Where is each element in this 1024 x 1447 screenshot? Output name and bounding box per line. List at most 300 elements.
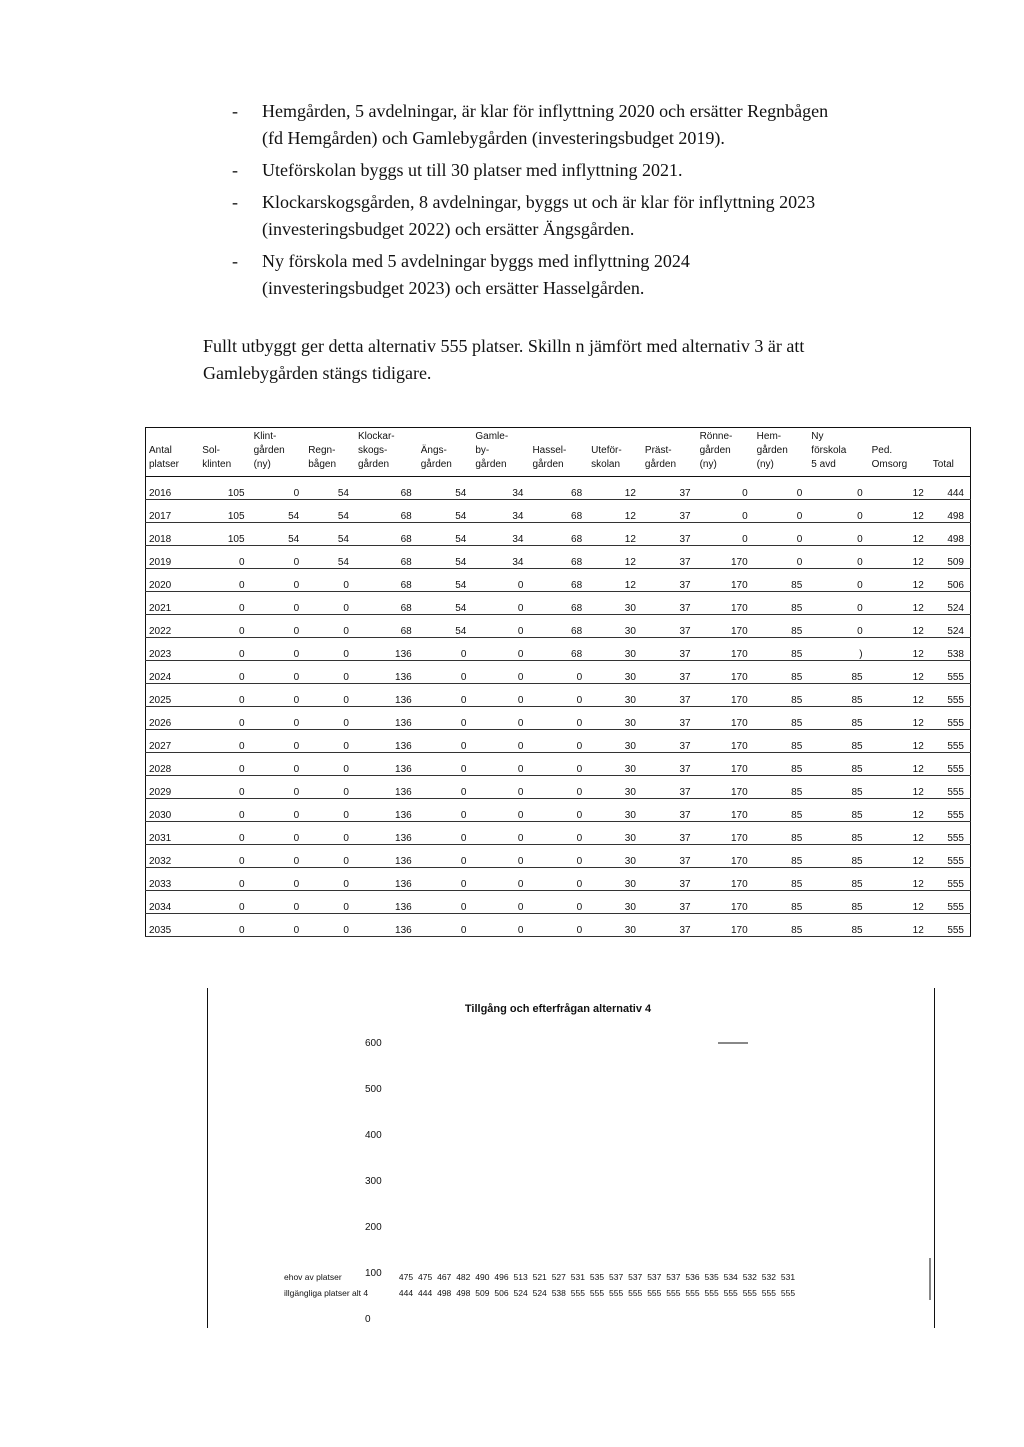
- table-cell: 0: [529, 845, 588, 868]
- table-cell: 0: [199, 615, 250, 638]
- table-cell: 0: [251, 569, 306, 592]
- table-cell: 12: [588, 546, 642, 569]
- table-cell: 12: [869, 753, 930, 776]
- table-row: [146, 615, 971, 638]
- table-cell: 85: [754, 868, 809, 891]
- column-header-line: (ny): [756, 459, 774, 470]
- table-cell: 0: [305, 569, 355, 592]
- table-cell: 0: [251, 592, 306, 615]
- column-header-line: (ny): [699, 459, 717, 470]
- table-cell: 37: [642, 730, 697, 753]
- table-cell: 0: [199, 868, 250, 891]
- data-value: 537: [647, 1272, 662, 1282]
- table-cell: 85: [754, 753, 809, 776]
- table-cell: 555: [930, 914, 971, 937]
- table-row: [146, 500, 971, 523]
- table-cell: 0: [305, 753, 355, 776]
- table-cell: 0: [472, 822, 529, 845]
- data-value: 496: [494, 1272, 509, 1282]
- table-cell: 0: [472, 776, 529, 799]
- table-cell: 136: [355, 638, 418, 661]
- column-header: [642, 428, 697, 477]
- table-cell: 12: [869, 868, 930, 891]
- table-cell: 37: [642, 546, 697, 569]
- table-cell: 0: [251, 776, 306, 799]
- table-cell: 136: [355, 684, 418, 707]
- data-value: 555: [628, 1288, 643, 1298]
- data-value: 513: [513, 1272, 528, 1282]
- data-value: 534: [723, 1272, 738, 1282]
- table-cell: 0: [199, 730, 250, 753]
- table-row: [146, 914, 971, 937]
- table-cell: 68: [355, 569, 418, 592]
- table-cell: 498: [930, 500, 971, 523]
- table-cell: 0: [529, 661, 588, 684]
- data-value: 555: [666, 1288, 681, 1298]
- year-cell: 2021: [146, 592, 200, 615]
- table-cell: 136: [355, 730, 418, 753]
- table-cell: 0: [529, 776, 588, 799]
- column-header-line: Uteför-: [591, 445, 622, 456]
- table-cell: 0: [754, 477, 809, 500]
- column-header: [588, 428, 642, 477]
- chart-title: Tillgång och efterfrågan alternativ 4: [464, 1003, 652, 1015]
- table-cell: 85: [754, 776, 809, 799]
- table-cell: 37: [642, 684, 697, 707]
- column-header-line: skolan: [591, 459, 621, 470]
- table-cell: 68: [355, 546, 418, 569]
- bullet-text: Uteförskolan byggs ut till 30 platser med inflyttning 2021.: [262, 160, 683, 180]
- bullet-item: [232, 157, 832, 184]
- year-cell: 2028: [146, 753, 200, 776]
- y-tick-label: 100: [365, 1268, 382, 1279]
- year-cell: 2018: [146, 523, 200, 546]
- bullet-item: [232, 248, 832, 302]
- table-cell: 136: [355, 845, 418, 868]
- column-header-line: gården: [644, 459, 677, 470]
- table-cell: 54: [251, 523, 306, 546]
- table-cell: 0: [808, 615, 868, 638]
- table-cell: 0: [418, 684, 473, 707]
- column-header-line: Ängs-: [420, 445, 447, 456]
- table-cell: 12: [869, 500, 930, 523]
- table-cell: 0: [418, 845, 473, 868]
- table-cell: 68: [355, 477, 418, 500]
- table-cell: 0: [529, 868, 588, 891]
- table-cell: 0: [199, 684, 250, 707]
- data-value: 537: [666, 1272, 681, 1282]
- table-cell: 555: [930, 684, 971, 707]
- table-cell: 170: [697, 868, 754, 891]
- table-cell: 54: [305, 500, 355, 523]
- table-cell: 170: [697, 914, 754, 937]
- table-cell: 170: [697, 776, 754, 799]
- column-header-line: gården: [532, 459, 564, 470]
- table-cell: 85: [754, 914, 809, 937]
- column-header-line: klinten: [202, 459, 232, 470]
- table-cell: 30: [588, 799, 642, 822]
- table-cell: 30: [588, 615, 642, 638]
- data-value: 498: [456, 1288, 471, 1298]
- table-cell: 12: [588, 500, 642, 523]
- year-cell: 2025: [146, 684, 200, 707]
- column-header: [472, 428, 529, 477]
- table-cell: 0: [251, 638, 306, 661]
- year-cell: 2027: [146, 730, 200, 753]
- table-cell: 12: [869, 776, 930, 799]
- table-cell: 85: [754, 730, 809, 753]
- data-value: 444: [418, 1288, 433, 1298]
- table-row: [146, 592, 971, 615]
- year-cell: 2022: [146, 615, 200, 638]
- column-header: [251, 428, 306, 477]
- table-cell: 12: [869, 707, 930, 730]
- data-value: 527: [551, 1272, 566, 1282]
- column-header-line: Ny: [811, 431, 824, 442]
- y-tick-label: 500: [365, 1084, 382, 1095]
- y-tick-label: 400: [365, 1130, 382, 1141]
- column-header: [355, 428, 418, 477]
- table-cell: 68: [529, 523, 588, 546]
- table-cell: 68: [355, 523, 418, 546]
- table-cell: 0: [251, 891, 306, 914]
- data-value: 536: [685, 1272, 700, 1282]
- table-cell: 0: [472, 661, 529, 684]
- table-cell: 54: [305, 523, 355, 546]
- column-header-line: gården: [756, 445, 788, 456]
- table-cell: 30: [588, 753, 642, 776]
- table-cell: 12: [588, 523, 642, 546]
- table-cell: 170: [697, 730, 754, 753]
- data-value: 555: [704, 1288, 719, 1298]
- table-cell: 136: [355, 868, 418, 891]
- table-cell: 12: [869, 638, 930, 661]
- table-cell: 34: [472, 500, 529, 523]
- data-value: 555: [685, 1288, 700, 1298]
- bullet-dash: -: [232, 192, 238, 212]
- table-row: [146, 523, 971, 546]
- table-cell: 30: [588, 845, 642, 868]
- column-header-line: Sol-: [202, 445, 221, 456]
- table-cell: 30: [588, 891, 642, 914]
- table-cell: 12: [869, 684, 930, 707]
- data-value: 555: [723, 1288, 738, 1298]
- table-cell: 0: [305, 822, 355, 845]
- table-cell: 37: [642, 891, 697, 914]
- table-cell: 68: [355, 500, 418, 523]
- table-row: [146, 753, 971, 776]
- data-value: 475: [398, 1272, 414, 1282]
- year-cell: 2020: [146, 569, 200, 592]
- table-cell: 37: [642, 523, 697, 546]
- table-cell: 136: [355, 707, 418, 730]
- table-cell: 0: [808, 500, 868, 523]
- table-cell: 0: [472, 891, 529, 914]
- bullet-dash: -: [232, 251, 238, 271]
- table-cell: 0: [529, 707, 588, 730]
- column-header: [930, 428, 971, 477]
- column-header: [808, 428, 868, 477]
- table-cell: 12: [869, 546, 930, 569]
- year-cell: 2016: [146, 477, 200, 500]
- table-cell: 85: [754, 845, 809, 868]
- table-cell: 555: [930, 776, 971, 799]
- table-cell: 0: [472, 638, 529, 661]
- table-cell: 68: [529, 546, 588, 569]
- table-cell: 0: [199, 891, 250, 914]
- table-cell: 0: [472, 569, 529, 592]
- series-label: ehov av platser: [284, 1272, 342, 1282]
- bullet-dash: -: [232, 160, 238, 180]
- bullet-text: Klockarskogsgården, 8 avdelningar, byggs ut och är klar för inflyttning 2023 (investeringsbudget 2022) och ersätter Ängsgården.: [262, 192, 816, 239]
- table-cell: 0: [754, 523, 809, 546]
- table-cell: 0: [472, 592, 529, 615]
- table-cell: 0: [529, 730, 588, 753]
- table-cell: 0: [529, 914, 588, 937]
- table-cell: 37: [642, 776, 697, 799]
- year-cell: 2026: [146, 707, 200, 730]
- data-value: 555: [742, 1288, 757, 1298]
- column-header-line: Rönne-: [699, 431, 733, 442]
- table-cell: 0: [472, 845, 529, 868]
- table-cell: 170: [697, 638, 754, 661]
- column-header: [529, 428, 588, 477]
- table-cell: 555: [930, 730, 971, 753]
- table-cell: 0: [418, 914, 473, 937]
- table-cell: 0: [808, 592, 868, 615]
- table-cell: 34: [472, 523, 529, 546]
- table-cell: 0: [199, 776, 250, 799]
- table-cell: 30: [588, 592, 642, 615]
- table-cell: 0: [808, 569, 868, 592]
- table-cell: 68: [529, 638, 588, 661]
- table-cell: 0: [199, 707, 250, 730]
- table-cell: 30: [588, 730, 642, 753]
- data-value: 531: [780, 1272, 796, 1282]
- column-header-line: Klint-: [253, 431, 277, 442]
- table-cell: 54: [305, 477, 355, 500]
- table-cell: 0: [251, 707, 306, 730]
- table-row: [146, 477, 971, 500]
- table-cell: 0: [199, 661, 250, 684]
- table-cell: 68: [529, 500, 588, 523]
- table-cell: 0: [305, 707, 355, 730]
- bullet-item: [232, 98, 832, 152]
- table-cell: 0: [472, 684, 529, 707]
- table-cell: 37: [642, 500, 697, 523]
- table-cell: 0: [529, 753, 588, 776]
- table-body: [146, 477, 971, 937]
- table-cell: 555: [930, 822, 971, 845]
- column-header-line: Präst-: [644, 445, 672, 456]
- table-cell: 68: [529, 569, 588, 592]
- table-cell: 0: [305, 776, 355, 799]
- table-cell: 85: [754, 799, 809, 822]
- column-header-line: Regn-: [308, 445, 336, 456]
- table-cell: 54: [418, 569, 473, 592]
- table-cell: 555: [930, 868, 971, 891]
- summary-paragraph: Fullt utbyggt ger detta alternativ 555 platser. Skilln n jämfört med alternativ 3 är att Gamlebygården stängs tidigare.: [203, 336, 805, 383]
- table-cell: 68: [529, 592, 588, 615]
- data-value: 555: [780, 1288, 796, 1298]
- column-header: [754, 428, 809, 477]
- table-cell: 170: [697, 822, 754, 845]
- data-value: 506: [494, 1288, 509, 1298]
- data-value: 555: [589, 1288, 605, 1298]
- data-value: 555: [761, 1288, 776, 1298]
- table-cell: 12: [869, 523, 930, 546]
- table-cell: 85: [808, 730, 868, 753]
- table-cell: 0: [305, 592, 355, 615]
- year-cell: 2031: [146, 822, 200, 845]
- table-cell: 0: [418, 730, 473, 753]
- column-header-line: gården: [420, 459, 452, 470]
- table-cell: 85: [808, 684, 868, 707]
- table-cell: 0: [199, 546, 250, 569]
- table-cell: 0: [199, 592, 250, 615]
- table-cell: 0: [754, 500, 809, 523]
- table-cell: 85: [808, 799, 868, 822]
- table-cell: 85: [754, 569, 809, 592]
- table-cell: 0: [529, 822, 588, 845]
- table-cell: 12: [869, 822, 930, 845]
- table-cell: 12: [869, 615, 930, 638]
- table-cell: 68: [529, 477, 588, 500]
- column-header-line: bågen: [308, 459, 337, 470]
- data-value: 490: [475, 1272, 490, 1282]
- table-cell: 0: [808, 523, 868, 546]
- bullet-text: Hemgården, 5 avdelningar, är klar för inflyttning 2020 och ersätter Regnbågen (fd Hemgården) och Gamlebygården (investeringsbudget 2019).: [262, 101, 829, 148]
- table-cell: 85: [808, 845, 868, 868]
- data-value: 555: [570, 1288, 585, 1298]
- table-cell: 0: [251, 868, 306, 891]
- table-cell: 506: [930, 569, 971, 592]
- table-cell: 0: [472, 914, 529, 937]
- table-cell: 30: [588, 638, 642, 661]
- data-value: 535: [704, 1272, 719, 1282]
- year-cell: 2034: [146, 891, 200, 914]
- table-cell: 555: [930, 661, 971, 684]
- table-cell: 37: [642, 661, 697, 684]
- table-cell: 136: [355, 753, 418, 776]
- table-cell: 37: [642, 753, 697, 776]
- table-cell: 12: [588, 477, 642, 500]
- table-cell: 0: [418, 776, 473, 799]
- column-header-line: gården: [475, 459, 507, 470]
- table-cell: 54: [418, 477, 473, 500]
- table-cell: 0: [251, 684, 306, 707]
- table-cell: 509: [930, 546, 971, 569]
- table-row: [146, 546, 971, 569]
- table-cell: 170: [697, 546, 754, 569]
- table-cell: 0: [251, 477, 306, 500]
- table-cell: 555: [930, 845, 971, 868]
- table-cell: 0: [251, 615, 306, 638]
- table-row: [146, 707, 971, 730]
- table-cell: 0: [305, 615, 355, 638]
- table-cell: 85: [754, 707, 809, 730]
- year-cell: 2017: [146, 500, 200, 523]
- table-cell: 37: [642, 822, 697, 845]
- table-cell: 170: [697, 615, 754, 638]
- table-cell: 54: [418, 615, 473, 638]
- column-header-line: gården: [253, 445, 285, 456]
- table-cell: 170: [697, 592, 754, 615]
- table-row: [146, 638, 971, 661]
- table-cell: 85: [754, 891, 809, 914]
- table-cell: 0: [472, 799, 529, 822]
- year-cell: 2035: [146, 914, 200, 937]
- data-value: 555: [647, 1288, 662, 1298]
- bullet-dash: -: [232, 101, 238, 121]
- column-header: [418, 428, 473, 477]
- table-cell: 0: [199, 822, 250, 845]
- table-cell: 0: [305, 799, 355, 822]
- table-cell: 0: [251, 799, 306, 822]
- table-cell: 0: [418, 822, 473, 845]
- table-cell: 0: [199, 753, 250, 776]
- table-cell: 85: [754, 592, 809, 615]
- table-cell: 0: [697, 477, 754, 500]
- table-cell: 524: [930, 615, 971, 638]
- year-cell: 2033: [146, 868, 200, 891]
- bullet-list: [232, 98, 832, 307]
- data-value: 467: [437, 1272, 452, 1282]
- bullet-item: [232, 189, 832, 243]
- table-cell: 0: [251, 914, 306, 937]
- table-cell: 136: [355, 822, 418, 845]
- column-header-line: skogs-: [357, 445, 388, 456]
- table-cell: 538: [930, 638, 971, 661]
- table-cell: 30: [588, 822, 642, 845]
- table-cell: 136: [355, 799, 418, 822]
- table-cell: 85: [754, 615, 809, 638]
- table-cell: 54: [418, 500, 473, 523]
- table-cell: 170: [697, 684, 754, 707]
- data-value: 555: [609, 1288, 624, 1298]
- supply-demand-chart: [207, 988, 935, 1328]
- table-cell: 85: [808, 661, 868, 684]
- table-row: [146, 845, 971, 868]
- table-cell: 12: [869, 592, 930, 615]
- data-value: 444: [398, 1288, 414, 1298]
- table-cell: 0: [418, 638, 473, 661]
- year-cell: 2029: [146, 776, 200, 799]
- column-header-line: Gamle-: [475, 431, 509, 442]
- table-cell: 136: [355, 914, 418, 937]
- table-cell: 85: [808, 822, 868, 845]
- data-value: 538: [551, 1288, 566, 1298]
- data-value: 509: [475, 1288, 490, 1298]
- table-cell: 12: [869, 477, 930, 500]
- table-cell: 30: [588, 707, 642, 730]
- column-header-line: Antal: [149, 445, 172, 456]
- table-cell: 54: [305, 546, 355, 569]
- table-cell: 37: [642, 592, 697, 615]
- column-header: [199, 428, 250, 477]
- table-row: [146, 822, 971, 845]
- column-header-line: gården: [699, 445, 731, 456]
- series-label: illgängliga platser alt 4: [284, 1288, 369, 1298]
- year-cell: 2024: [146, 661, 200, 684]
- table-cell: 0: [305, 868, 355, 891]
- data-value: 531: [570, 1272, 585, 1282]
- table-cell: 170: [697, 707, 754, 730]
- column-header-line: Total: [932, 459, 954, 470]
- table-cell: 0: [251, 845, 306, 868]
- column-header-line: (ny): [253, 459, 271, 470]
- table-cell: 0: [754, 546, 809, 569]
